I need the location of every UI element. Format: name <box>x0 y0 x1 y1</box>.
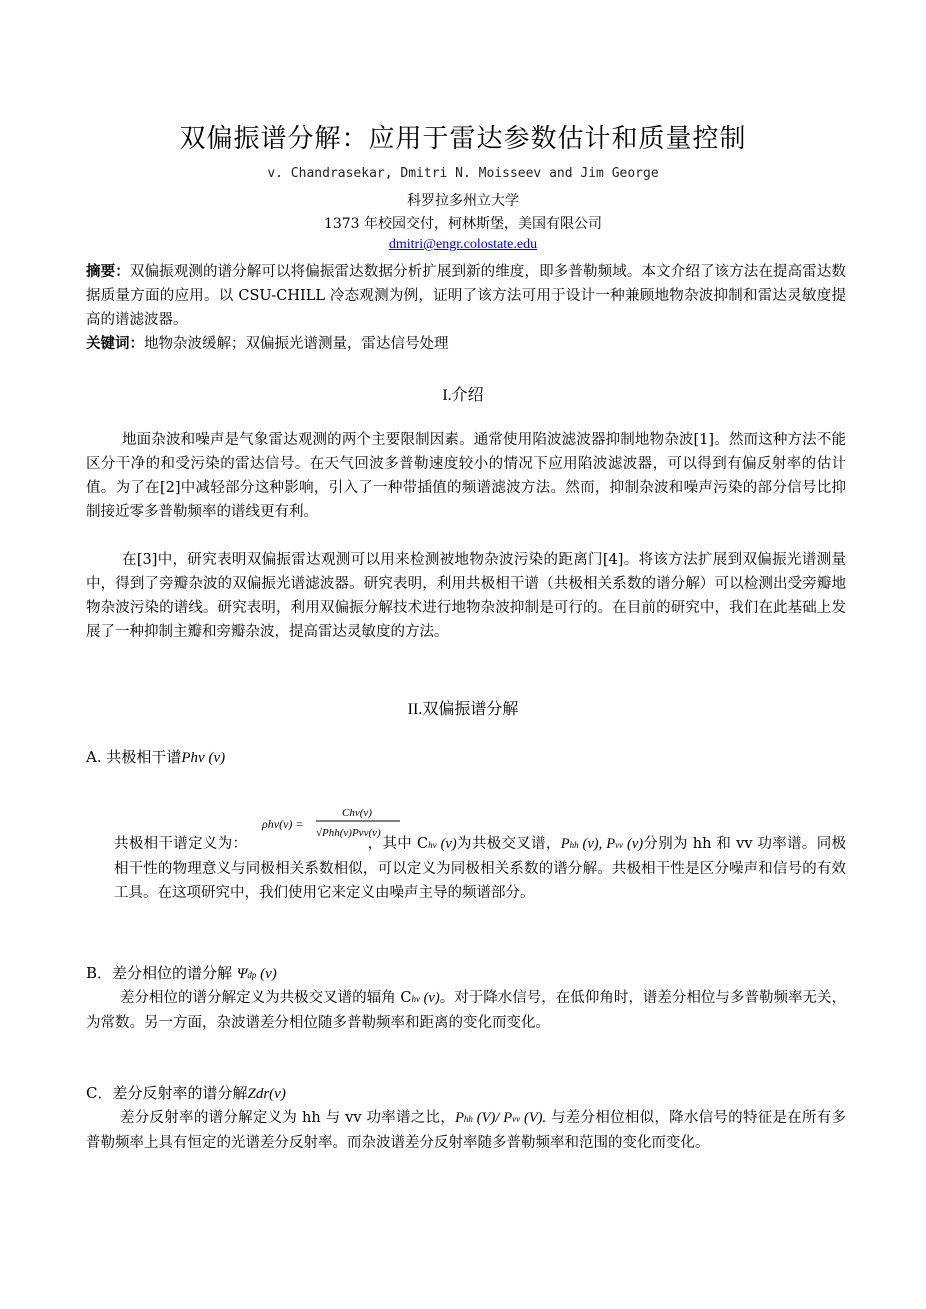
def-sub-vv: vv <box>615 840 624 850</box>
formula-numerator: Chv(v) <box>342 807 372 819</box>
subsection-b-sub: dp <box>247 970 257 980</box>
def-sub-hv: hv <box>428 840 437 850</box>
def-mid4: 分别为 hh 和 vv 功 <box>643 836 773 852</box>
b-text-c: 。对于降水信号，在低仰角时，谱差分相位与多普勒频率无关，为常数。另一方面，杂波谱差分相位随多普勒频率和距离的变化而变化。 <box>86 990 847 1031</box>
def-p-vv: P <box>606 836 616 852</box>
paper-title: 双偏振谱分解：应用于雷达参数估计和质量控制 <box>179 124 747 154</box>
def-v2: (v) <box>623 836 644 852</box>
formula-lhs: ρhv(v) = <box>262 817 304 831</box>
abstract-text: 双偏振观测的谱分解可以将偏振雷达数据分析扩展到新的维度，即多普勒频域。本文介绍了该方法在提高雷达数据质量方面的应用。以 CSU-CHILL 冷态观测为例，证明了该方法可用于设计一种兼顾地物杂波抑制和雷达灵敏度提高的谱滤波器。 <box>86 264 847 328</box>
keywords <box>86 332 846 356</box>
subsection-c-symbol: Zdr(v) <box>247 1086 286 1102</box>
keywords-text: 地物杂波缓解；双偏振光谱测量，雷达信号处理 <box>144 336 449 352</box>
c-text-b: 与差分相位相似，降水信号的特征是在所有多普勒频率上具有恒定的光谱差分反射率。而杂波谱差分反射率随多普勒频率和范围的变化而变化。 <box>86 1110 847 1151</box>
c-pv: P <box>503 1110 513 1126</box>
authors: v. Chandrasekar, Dmitri N. Moisseev and Jim George <box>267 166 659 181</box>
def-prefix: 共极相干谱定义为： <box>114 836 248 852</box>
def-v1: (v), <box>578 836 607 852</box>
subsection-b-label: B．差分相位的谱分解 <box>86 964 233 982</box>
subsection-b-text <box>86 986 846 1035</box>
intro-paragraph-1: 地面杂波和噪声是气象雷达观测的两个主要限制因素。通常使用陷波滤波器抑制地物杂波[1]。然而这种方法不能区分干净的和受污染的雷达信号。在天气回波多普勒速度较小的情况下应用陷波滤波器，可以得到有偏反射率的估计值。为了在[2]中减轻部分这种影响，引入了一种带插值的频谱滤波方法。然而，抑制杂波和噪声污染的部分信号比抑制接近零多普勒频率的谱线更有利。 <box>86 432 846 520</box>
c-ph-tail: (V)/ <box>472 1110 504 1126</box>
affiliation-address: 1373 年校园交付，柯林斯堡，美国有限公司 <box>323 216 603 232</box>
section-heading-intro: I.介绍 <box>442 387 484 404</box>
abstract <box>86 260 846 332</box>
def-mid3: 为共极交叉谱， <box>456 836 561 852</box>
def-p-hh: P <box>560 836 570 852</box>
subsection-a-heading <box>86 746 225 767</box>
keywords-label: 关键词： <box>86 336 144 352</box>
abstract-label: 摘要： <box>86 264 130 280</box>
def-sub-hh: hh <box>569 840 579 850</box>
email-link[interactable]: dmitri@engr.colostate.edu <box>388 237 538 252</box>
c-pv-sub: vv <box>512 1114 521 1124</box>
subsection-c-label: C．差分反射率的谱分解 <box>86 1084 248 1102</box>
subsection-a-definition <box>114 832 846 905</box>
c-ph-sub: hh <box>463 1114 473 1124</box>
b-text-b: (v) <box>419 990 440 1006</box>
def-mid1: ，其中 C <box>367 836 429 852</box>
subsection-c-text <box>86 1106 846 1155</box>
def-mid2: (v) <box>436 836 457 852</box>
b-text-sub: hv <box>411 994 420 1004</box>
subsection-a-label: A. 共极相干谱 <box>86 748 182 766</box>
c-pv-tail: (V). <box>520 1110 547 1126</box>
affiliation-university: 科罗拉多州立大学 <box>407 193 519 209</box>
c-ph: P <box>455 1110 464 1126</box>
section-heading-dual-pol: II.双偏振谱分解 <box>407 701 519 718</box>
subsection-b-tail: (v) <box>256 966 277 982</box>
intro-paragraph-2: 在[3]中，研究表明双偏振雷达观测可以用来检测被地物杂波污染的距离门[4]。将该方法扩展到双偏振光谱测量中，得到了旁瓣杂波的双偏振光谱滤波器。研究表明，利用共极相干谱（共极相关系数的谱分解）可以检测出受旁瓣地物杂波污染的谱线。研究表明，利用双偏振分解技术进行地物杂波抑制是可行的。在目前的研究中，我们在此基础上发展了一种抑制主瓣和旁瓣杂波，提高雷达灵敏度的方法。 <box>86 552 846 640</box>
subsection-b-heading <box>86 962 277 983</box>
subsection-c-heading <box>86 1082 286 1103</box>
formula-denominator: √Phh(v)Pvv(v) <box>316 827 381 839</box>
c-text-a: 差分反射率的谱分解定义为 hh 与 vv 功率谱之比， <box>120 1110 456 1126</box>
subsection-b-psi: Ψ <box>236 966 248 982</box>
def-rest: 率谱。同极相干性的物理意义与同极相关系数相似，可以定义为同极相关系数的谱分解。共极相干性是区分噪声和信号的有效工具。在这项研究中，我们使用它来定义由噪声主导的频谱部分。 <box>114 836 847 901</box>
b-text-a: 差分相位的谱分解定义为共极交叉谱的辐角 C <box>120 990 412 1006</box>
subsection-a-symbol: Phv (v) <box>181 750 226 766</box>
